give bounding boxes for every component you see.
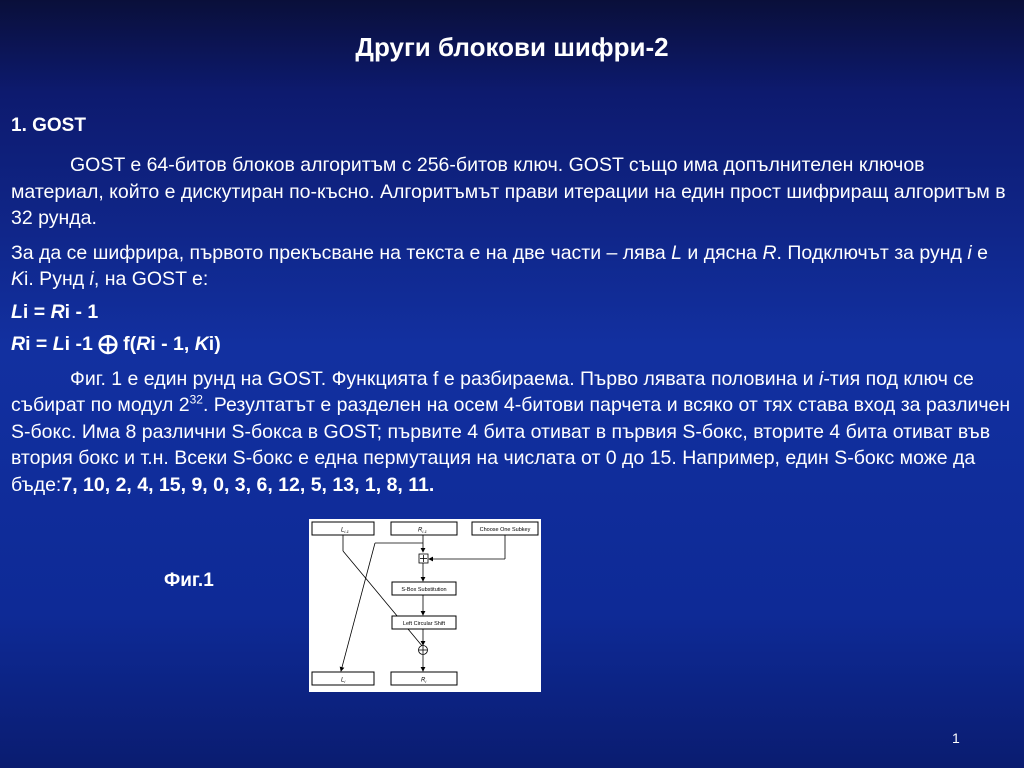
paragraph-encryption — [11, 240, 1016, 293]
text-segment: Фиг. 1 е един рунд на GOST. Функцията f е разбираема. Първо лявата половина и — [70, 367, 819, 390]
box-l-prev-label: $L_{i-1}$ — [341, 527, 349, 534]
formula-text: i -1 ⨁ f( — [64, 333, 137, 355]
var-k: K — [11, 268, 25, 290]
text-segment: -тия под ключ се събират по модул 2 — [11, 367, 974, 416]
text-segment: i. Рунд — [24, 268, 90, 290]
var-i: i — [818, 367, 824, 390]
text-segment: , на GOST е: — [93, 268, 209, 290]
text-segment: е — [971, 241, 988, 264]
var-i: i — [967, 241, 972, 264]
box-subkey-label: Choose One Subkey — [479, 527, 531, 533]
formula-var: L — [52, 333, 65, 355]
text-segment: и дясна — [682, 241, 763, 264]
formula-var: R — [136, 333, 151, 355]
formula-l — [11, 299, 1016, 326]
figure-label: Фиг.1 — [164, 570, 214, 591]
page-number: 1 — [952, 730, 960, 746]
box-r-prev-label: $R_{i-1}$ — [418, 527, 427, 534]
gost-round-diagram — [309, 519, 541, 692]
text-segment: За да се шифрира, първото прекъсване на текста е на две части – лява — [11, 241, 672, 264]
slide-body — [11, 152, 1016, 498]
var-l: L — [671, 241, 682, 264]
paragraph-figure-description — [11, 366, 1016, 499]
formula-text: i = — [25, 333, 53, 355]
var-r: R — [762, 241, 777, 264]
box-l-out-label: $L_i$ — [341, 677, 346, 684]
box-r-out-label: $R_i$ — [421, 677, 427, 684]
slide-title: Други блокови шифри-2 — [355, 32, 669, 62]
formula-var: R — [11, 333, 26, 355]
formula-text: i = — [22, 300, 51, 323]
exponent: 32 — [189, 392, 203, 407]
formula-text: i - 1 — [64, 300, 99, 323]
formula-r — [11, 331, 1016, 358]
sbox-example: 7, 10, 2, 4, 15, 9, 0, 3, 6, 12, 5, 13, 1, 8, 11. — [61, 473, 435, 496]
formula-text: i - 1, — [150, 333, 195, 355]
formula-var: K — [194, 333, 209, 355]
box-sbox-label: S-Box Substitution — [401, 587, 447, 593]
var-i: i — [89, 268, 94, 290]
box-shift-label: Left Circular Shift — [402, 621, 446, 627]
section-heading: 1. GOST — [11, 115, 86, 136]
formula-var: L — [11, 300, 23, 323]
paragraph-gost-intro: GOST е 64-битов блоков алгоритъм с 256-битов ключ. GOST също има допълнителен ключов материал, който е дискутиран по-късно. Алгоритъмът прави итерации на един прост шифриращ алгоритъм в 32 рунда. — [11, 154, 1006, 229]
formula-text: i) — [208, 333, 221, 355]
text-segment: . Подключът за рунд — [776, 241, 968, 264]
text-segment: . Резултатът е разделен на осем 4-битови парчета и всяко от тях става вход за различен S-бокс. Има 8 различни S-бокса в GOST; първите 4 бита отиват в първия S-бокс, вторите 4 бита отиват във втория бокс и т.н. Всеки S-бокс е една пермутация на числата от 0 до 15. Например, един S-бокс може да бъде: — [11, 394, 1011, 496]
formula-var: R — [50, 300, 65, 323]
